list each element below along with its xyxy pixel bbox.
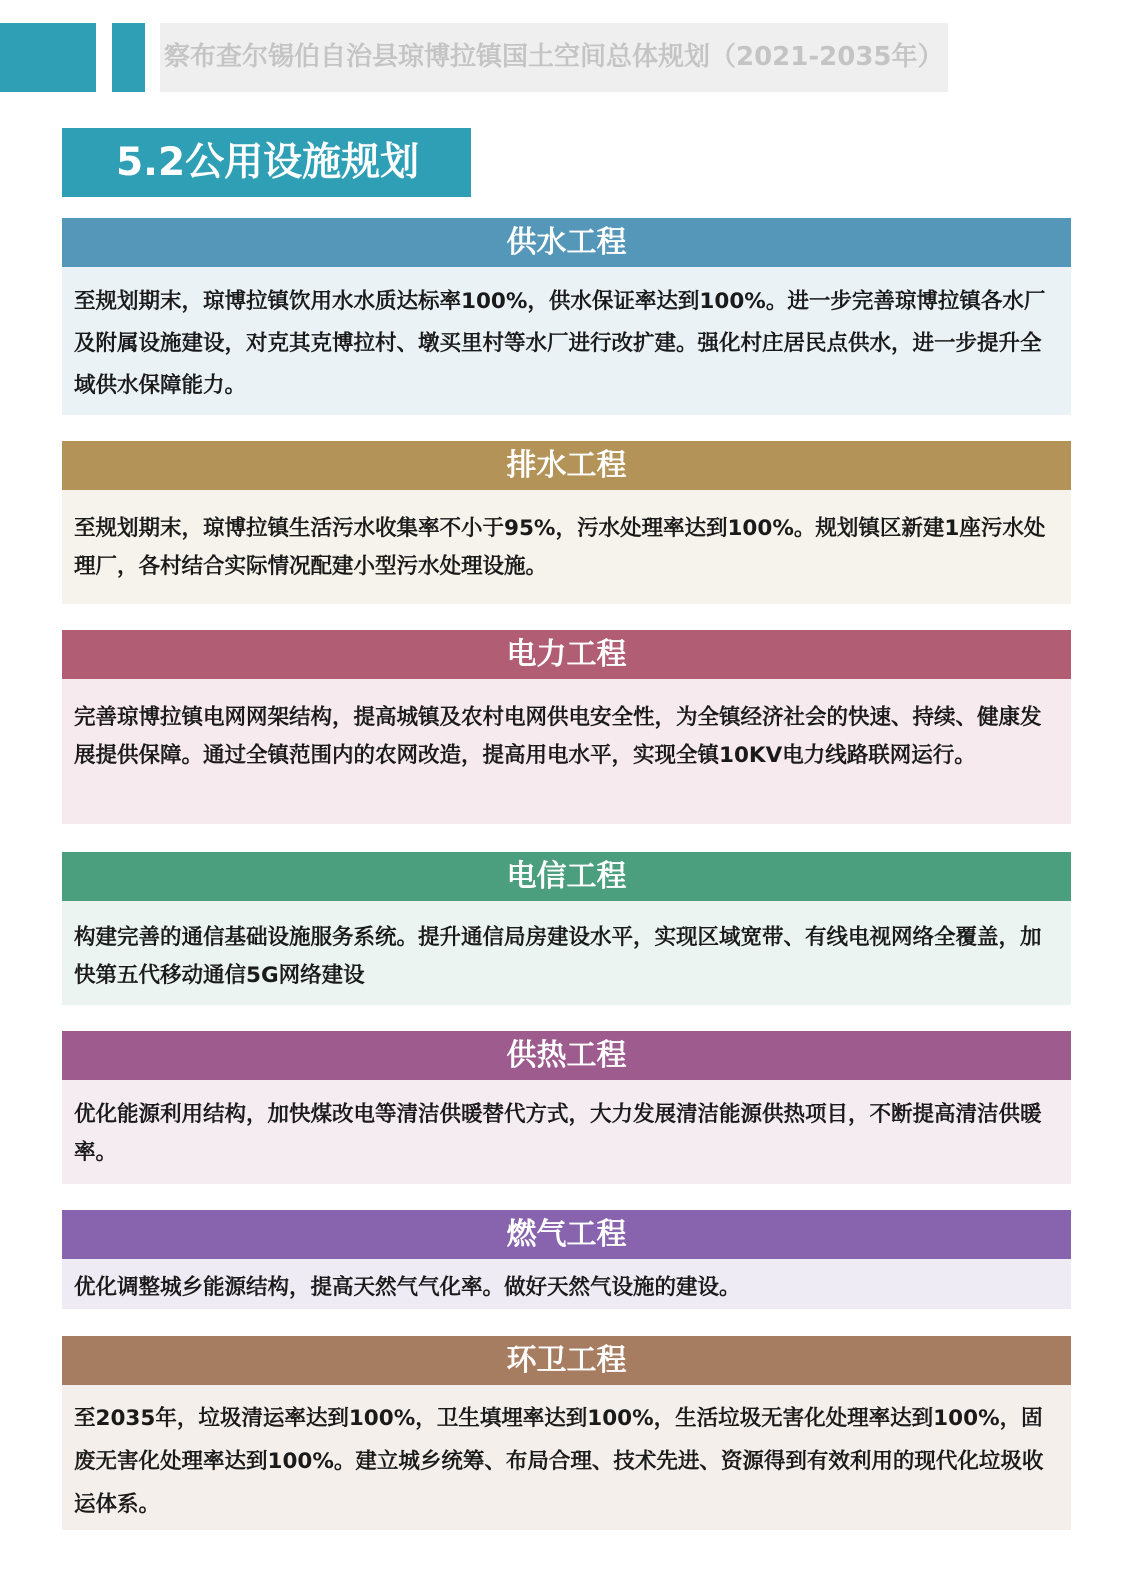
card-heating-title: 供热工程 bbox=[62, 1031, 1071, 1080]
card-gas bbox=[62, 1210, 1071, 1309]
card-power bbox=[62, 630, 1071, 824]
card-heating-body: 优化能源利用结构，加快煤改电等清洁供暖替代方式，大力发展清洁能源供热项目，不断提高清洁供暖率。 bbox=[62, 1080, 1071, 1184]
card-water-supply bbox=[62, 218, 1071, 415]
card-telecom-body: 构建完善的通信基础设施服务系统。提升通信局房建设水平，实现区域宽带、有线电视网络全覆盖，加快第五代移动通信5G网络建设 bbox=[62, 901, 1071, 1005]
card-water-supply-body: 至规划期末，琼博拉镇饮用水水质达标率100%，供水保证率达到100%。进一步完善琼博拉镇各水厂及附属设施建设，对克其克博拉村、墩买里村等水厂进行改扩建。强化村庄居民点供水，进一步提升全域供水保障能力。 bbox=[62, 267, 1071, 415]
card-power-body: 完善琼博拉镇电网网架结构，提高城镇及农村电网供电安全性，为全镇经济社会的快速、持续、健康发展提供保障。通过全镇范围内的农网改造，提高用电水平，实现全镇10KV电力线路联网运行。 bbox=[62, 679, 1071, 824]
card-sanitation-title: 环卫工程 bbox=[62, 1336, 1071, 1385]
card-heating bbox=[62, 1031, 1071, 1184]
card-power-title: 电力工程 bbox=[62, 630, 1071, 679]
card-drainage bbox=[62, 441, 1071, 604]
card-gas-body: 优化调整城乡能源结构，提高天然气气化率。做好天然气设施的建设。 bbox=[62, 1259, 1071, 1309]
section-title: 5.2公用设施规划 bbox=[62, 128, 471, 197]
card-drainage-title: 排水工程 bbox=[62, 441, 1071, 490]
document-header-title: 察布查尔锡伯自治县琼博拉镇国土空间总体规划（2021-2035年） bbox=[160, 23, 948, 92]
card-drainage-body: 至规划期末，琼博拉镇生活污水收集率不小于95%，污水处理率达到100%。规划镇区新建1座污水处理厂，各村结合实际情况配建小型污水处理设施。 bbox=[62, 490, 1071, 604]
card-telecom bbox=[62, 852, 1071, 1005]
card-telecom-title: 电信工程 bbox=[62, 852, 1071, 901]
card-gas-title: 燃气工程 bbox=[62, 1210, 1071, 1259]
card-sanitation bbox=[62, 1336, 1071, 1530]
header-accent-block-large bbox=[0, 23, 96, 92]
header-accent-block-small bbox=[112, 23, 145, 92]
card-water-supply-title: 供水工程 bbox=[62, 218, 1071, 267]
card-sanitation-body: 至2035年，垃圾清运率达到100%，卫生填埋率达到100%，生活垃圾无害化处理率达到100%，固废无害化处理率达到100%。建立城乡统筹、布局合理、技术先进、资源得到有效利用的现代化垃圾收运体系。 bbox=[62, 1385, 1071, 1530]
